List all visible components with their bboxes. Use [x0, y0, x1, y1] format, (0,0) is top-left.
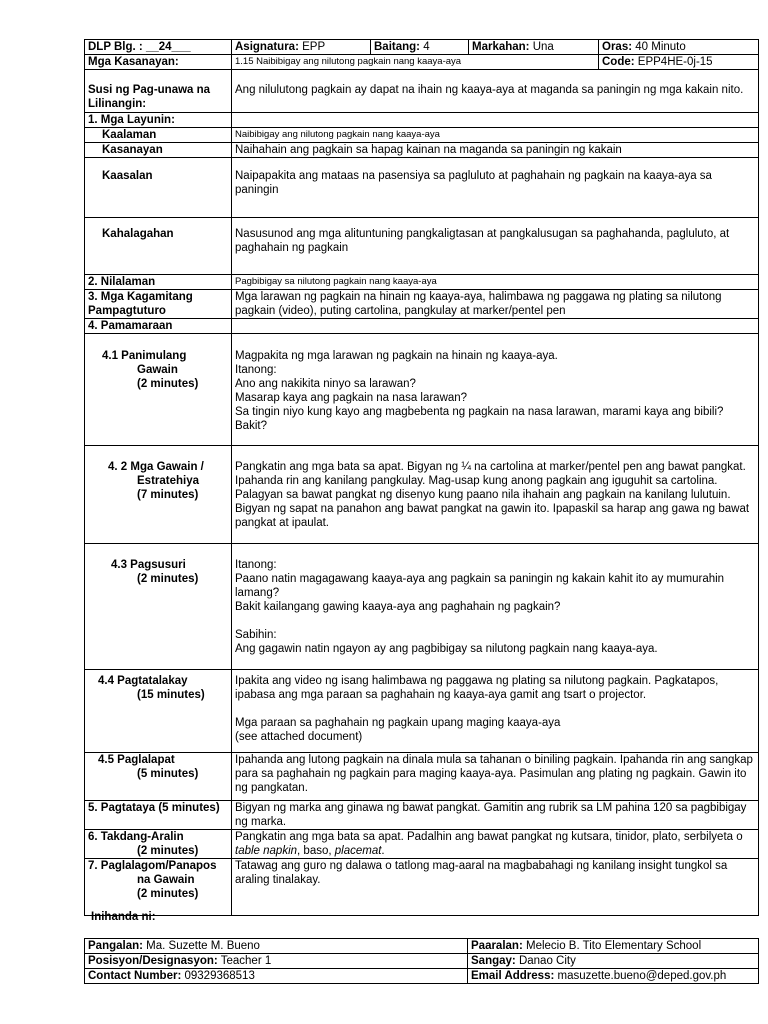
pagtatalakay-p3: (see attached document) [235, 731, 363, 743]
susi-label-line-1: Susi ng Pag-unawa na [88, 84, 211, 96]
kaalaman-text: Naibibigay ang nilutong pagkain nang kaaya-aya [232, 128, 759, 143]
kasanayan-obj-label: Kasanayan [85, 143, 232, 158]
takdang-placemat: placemat [334, 845, 382, 857]
nilalaman-label: 2. Nilalaman [85, 275, 232, 290]
pagsusuri-label-line-1: 4.3 Pagsusuri [111, 559, 186, 571]
kaalaman-label: Kaalaman [85, 128, 232, 143]
panimulang-line-1: Magpakita ng mga larawan ng pagkain na hinain ng kaaya-aya. [235, 350, 558, 362]
pagtataya-label: 5. Pagtataya (5 minutes) [85, 801, 232, 830]
takdang-label [85, 830, 232, 859]
sangay-value: Danao City [518, 955, 576, 967]
pamamaraan-label: 4. Pamamaraan [85, 319, 232, 334]
pagsusuri-q2: Bakit kailangang gawing kaaya-aya ang paghahain ng pagkain? [235, 601, 561, 613]
dlp-label: DLP Blg. : [88, 41, 143, 53]
contact-label: Contact Number: [88, 970, 182, 982]
pagsusuri-itanong: Itanong: [235, 559, 277, 571]
layunin-label: 1. Mga Layunin: [85, 113, 232, 128]
dlp-cell [85, 40, 232, 55]
oras-value: 40 Minuto [635, 41, 686, 53]
pagsusuri-sabihin: Sabihin: [235, 629, 277, 641]
paglalagom-label [85, 859, 232, 916]
contact-value: 09329368513 [184, 970, 255, 982]
gawain-label [85, 446, 232, 544]
panimulang-row [85, 334, 759, 446]
sangay-cell [468, 954, 759, 969]
panimulang-line-2: Itanong: [235, 364, 277, 376]
kasanayan-obj-text: Naihahain ang pagkain sa hapag kainan na maganda sa paningin ng kakain [232, 143, 759, 158]
layunin-blank [232, 113, 759, 128]
panimulang-label [85, 334, 232, 446]
panimulang-line-6: Bakit? [235, 420, 267, 432]
markahan-label: Markahan: [472, 41, 530, 53]
kagamitan-label-line-1: 3. Mga Kagamitang [88, 291, 193, 303]
posisyon-cell [85, 954, 468, 969]
pagtatalakay-p2: Mga paraan sa paghahain ng pagkain upang maging kaaya-aya [235, 717, 561, 729]
takdang-label-line-2: (2 minutes) [137, 845, 199, 857]
pagsusuri-q1: Paano natin magagawang kaaya-aya ang pagkain sa paningin ng kakain kahit ito ay mumurahin lamang? [235, 573, 725, 599]
kahalagahan-row [85, 218, 759, 275]
pamamaraan-blank [232, 319, 759, 334]
posisyon-label: Posisyon/Designasyon: [88, 955, 218, 967]
inihanda-label: Inihanda ni: [91, 911, 156, 923]
sangay-label: Sangay: [471, 955, 516, 967]
gawain-text: Pangkatin ang mga bata sa apat. Bigyan ng ¼ na cartolina at marker/pentel pen ang bawat pangkat. Ipahanda rin ang kanilang pangkulay. Mag-usap kung anong pagkain ang iguguhit sa cartolina. Palagyan sa bawat pangkat ng disenyo kung paano nila ihahain ang pagkain na kanilang lulutuin. Bigyan ng sapat na panahon ang bawat pangkat na gawin ito. Ipapaskil sa harap ang gawa ng bawat pangkat at ipaulat. [232, 446, 759, 544]
susi-row [85, 70, 759, 113]
code-cell [599, 55, 759, 70]
susi-label [85, 70, 232, 113]
pagtatalakay-label-line-2: (15 minutes) [137, 689, 205, 701]
footer-row-2 [85, 954, 759, 969]
kagamitan-row [85, 290, 759, 319]
email-value[interactable]: masuzette.bueno@deped.gov.ph [557, 970, 727, 982]
posisyon-value: Teacher 1 [220, 955, 272, 967]
pagtataya-text: Bigyan ng marka ang ginawa ng bawat pangkat. Gamitin ang rubrik sa LM pahina 120 sa pagbibigay ng marka. [232, 801, 759, 830]
susi-text: Ang nilulutong pagkain ay dapat na ihain ng kaaya-aya at maganda sa paningin ng mga kakain nito. [232, 70, 759, 113]
code-value: EPP4HE-0j-15 [637, 56, 713, 68]
pagsusuri-label-line-2: (2 minutes) [137, 573, 199, 585]
paglalagom-text: Tatawag ang guro ng dalawa o tatlong mag-aaral na magbabahagi ng kanilang insight tungkol sa araling tinalakay. [232, 859, 759, 916]
kahalagahan-text: Nasusunod ang mga alituntuning pangkaligtasan at pangkalusugan sa paghahanda, pagluluto, at paghahain ng pagkain [232, 218, 759, 275]
paaralan-cell [468, 939, 759, 954]
takdang-text-b: , baso, [297, 845, 335, 857]
kaasalan-text: Naipapakita ang mataas na pasensiya sa pagluluto at paghahain ng pagkain na kaaya-aya sa paningin [232, 158, 759, 218]
pagtatalakay-text [232, 670, 759, 753]
lesson-plan-table [84, 39, 759, 916]
nilalaman-row [85, 275, 759, 290]
panimulang-line-4: Masarap kaya ang pagkain na nasa larawan? [235, 392, 468, 404]
takdang-row [85, 830, 759, 859]
kaasalan-label: Kaasalan [85, 158, 232, 218]
paglalapat-label-line-1: 4.5 Paglalapat [98, 754, 175, 766]
kagamitan-label [85, 290, 232, 319]
header-row [85, 40, 759, 55]
contact-cell [85, 969, 468, 984]
pangalan-label: Pangalan: [88, 940, 143, 952]
gawain-row [85, 446, 759, 544]
paglalapat-label [85, 753, 232, 801]
paglalapat-row [85, 753, 759, 801]
paglalapat-label-line-2: (5 minutes) [137, 768, 199, 780]
asignatura-value: EPP [302, 41, 326, 53]
kahalagahan-label: Kahalagahan [85, 218, 232, 275]
gawain-label-line-1: 4. 2 Mga Gawain / [108, 461, 204, 473]
takdang-label-line-1: 6. Takdang-Aralin [88, 831, 184, 843]
pagtatalakay-row [85, 670, 759, 753]
takdang-text [232, 830, 759, 859]
kasanayan-row [85, 55, 759, 70]
kasanayan-label: Mga Kasanayan: [85, 55, 232, 70]
pagtatalakay-label [85, 670, 232, 753]
author-info-table [84, 938, 759, 984]
baitang-value: 4 [423, 41, 430, 53]
pamamaraan-row [85, 319, 759, 334]
kaasalan-row [85, 158, 759, 218]
footer-row-3 [85, 969, 759, 984]
oras-cell [599, 40, 759, 55]
markahan-cell [469, 40, 599, 55]
asignatura-label: Asignatura: [235, 41, 299, 53]
takdang-text-c: . [381, 845, 385, 857]
pagsusuri-s1: Ang gagawin natin ngayon ay ang pagbibigay sa nilutong pagkain nang kaaya-aya. [235, 643, 658, 655]
paglalagom-label-line-2: na Gawain [137, 874, 195, 886]
paglalagom-label-line-1: 7. Paglalagom/Panapos [88, 860, 217, 872]
pagtatalakay-label-line-1: 4.4 Pagtatalakay [98, 675, 188, 687]
pangalan-value: Ma. Suzette M. Bueno [146, 940, 260, 952]
dlp-value: __24___ [145, 41, 191, 53]
kagamitan-text: Mga larawan ng pagkain na hinain ng kaaya-aya, halimbawa ng paggawa ng plating sa nilutong pagkain (video), puting cartolina, pangkulay at marker/pentel pen [232, 290, 759, 319]
asignatura-cell [232, 40, 371, 55]
layunin-row [85, 113, 759, 128]
takdang-table-napkin: table napkin [235, 845, 298, 857]
paaralan-label: Paaralan: [471, 940, 523, 952]
takdang-text-a: Pangkatin ang mga bata sa apat. Padalhin ang bawat pangkat ng kutsara, tinidor, plato, serbilyeta o [235, 831, 743, 843]
pagtataya-row [85, 801, 759, 830]
pagsusuri-label [85, 544, 232, 670]
panimulang-label-line-2: Gawain [137, 364, 178, 376]
email-cell[interactable] [468, 969, 759, 984]
code-label: Code: [602, 56, 635, 68]
footer-row-1 [85, 939, 759, 954]
pagtatalakay-p1: Ipakita ang video ng isang halimbawa ng paggawa ng plating sa nilutong pagkain. Pagkatapos, ipabasa ang mga paraan sa paghahain ng kaaya-aya gamit ang tsart o projector. [235, 675, 719, 701]
baitang-label: Baitang: [374, 41, 420, 53]
markahan-value: Una [532, 41, 554, 53]
panimulang-label-line-1: 4.1 Panimulang [102, 350, 187, 362]
susi-label-line-2: Lilinangin: [88, 98, 147, 110]
baitang-cell [371, 40, 469, 55]
email-label: Email Address: [471, 970, 555, 982]
kasanayan-value: 1.15 Naibibigay ang nilutong pagkain nang kaaya-aya [232, 55, 599, 70]
panimulang-label-line-3: (2 minutes) [137, 378, 199, 390]
paglalapat-text: Ipahanda ang lutong pagkain na dinala mula sa tahanan o biniling pagkain. Ipahanda rin ang sangkap para sa paghahain ng pagkain para maging kaaya-aya. Pasimulan ang plating ng pagkain. Gawin ito ng pangkatan. [232, 753, 759, 801]
paglalagom-row [85, 859, 759, 916]
panimulang-line-3: Ano ang nakikita ninyo sa larawan? [235, 378, 416, 390]
panimulang-line-5: Sa tingin niyo kung kayo ang magbebenta ng pagkain na nasa larawan, marami kaya ang bibili? [235, 406, 724, 418]
paglalagom-label-line-3: (2 minutes) [137, 888, 199, 900]
pangalan-cell [85, 939, 468, 954]
gawain-label-line-3: (7 minutes) [137, 489, 199, 501]
pagsusuri-row [85, 544, 759, 670]
kagamitan-label-line-2: Pampagtuturo [88, 305, 166, 317]
pagsusuri-text [232, 544, 759, 670]
kasanayan-obj-row [85, 143, 759, 158]
gawain-label-line-2: Estratehiya [137, 475, 200, 487]
paaralan-value: Melecio B. Tito Elementary School [525, 940, 702, 952]
nilalaman-text: Pagbibigay sa nilutong pagkain nang kaaya-aya [232, 275, 759, 290]
oras-label: Oras: [602, 41, 633, 53]
kaalaman-row [85, 128, 759, 143]
panimulang-text [232, 334, 759, 446]
